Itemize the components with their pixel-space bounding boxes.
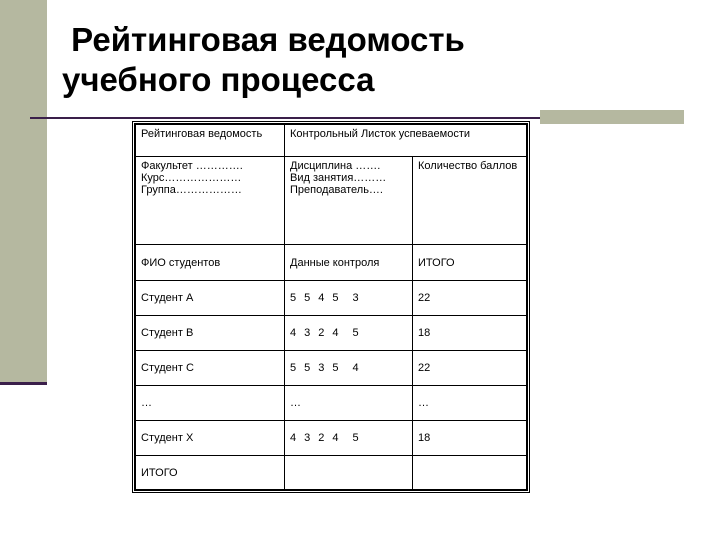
col-control-header: Данные контроля bbox=[285, 245, 413, 281]
faculty-field: Факультет …………. bbox=[141, 160, 243, 172]
student-total: 22 bbox=[413, 351, 527, 386]
col-total-header: ИТОГО bbox=[413, 245, 527, 281]
score: 5 bbox=[352, 432, 359, 444]
student-total: 18 bbox=[413, 316, 527, 351]
student-scores bbox=[285, 351, 413, 386]
score: 3 bbox=[304, 432, 311, 444]
student-scores: … bbox=[285, 386, 413, 421]
sidebar-underline bbox=[0, 382, 47, 385]
points-label-cell: Количество баллов bbox=[413, 157, 527, 245]
accent-block bbox=[540, 110, 684, 124]
score: 4 bbox=[290, 327, 297, 339]
header-row bbox=[136, 125, 527, 157]
student-total: 22 bbox=[413, 281, 527, 316]
score: 2 bbox=[318, 327, 325, 339]
course-field: Курс………………… bbox=[141, 172, 242, 184]
teacher-field: Преподаватель…. bbox=[290, 184, 383, 196]
score: 5 bbox=[352, 327, 359, 339]
rating-sheet bbox=[132, 121, 530, 493]
score: 5 bbox=[304, 362, 311, 374]
header-right-cell: Контрольный Листок успеваемости bbox=[285, 125, 527, 157]
table-row bbox=[136, 316, 527, 351]
score: 5 bbox=[304, 292, 311, 304]
lesson-type-field: Вид занятия……… bbox=[290, 172, 387, 184]
discipline-field: Дисциплина ……. bbox=[290, 160, 381, 172]
faculty-info-cell bbox=[136, 157, 285, 245]
score: 5 bbox=[290, 362, 297, 374]
student-name: Студент С bbox=[136, 351, 285, 386]
student-scores bbox=[285, 421, 413, 456]
footer-row bbox=[136, 456, 527, 490]
score: 4 bbox=[332, 432, 339, 444]
title-line-2: учебного процесса bbox=[62, 61, 375, 98]
footer-empty-cell bbox=[413, 456, 527, 490]
table-row bbox=[136, 421, 527, 456]
score: 3 bbox=[318, 362, 325, 374]
discipline-info-cell bbox=[285, 157, 413, 245]
footer-empty-cell bbox=[285, 456, 413, 490]
score: 4 bbox=[352, 362, 359, 374]
score: 5 bbox=[332, 362, 339, 374]
score: 3 bbox=[352, 292, 359, 304]
student-total: … bbox=[413, 386, 527, 421]
title-line-1: Рейтинговая ведомость bbox=[62, 21, 465, 58]
table-row bbox=[136, 351, 527, 386]
student-name: Студент Х bbox=[136, 421, 285, 456]
score: 2 bbox=[318, 432, 325, 444]
group-field: Группа……………… bbox=[141, 184, 242, 196]
score: 4 bbox=[290, 432, 297, 444]
table-row bbox=[136, 281, 527, 316]
student-name: Студент В bbox=[136, 316, 285, 351]
header-left-cell: Рейтинговая ведомость bbox=[136, 125, 285, 157]
slide-title bbox=[62, 20, 465, 100]
score: 5 bbox=[332, 292, 339, 304]
student-name: Студент А bbox=[136, 281, 285, 316]
student-scores bbox=[285, 316, 413, 351]
table-row bbox=[136, 386, 527, 421]
column-header-row bbox=[136, 245, 527, 281]
student-name: … bbox=[136, 386, 285, 421]
col-students-header: ФИО студентов bbox=[136, 245, 285, 281]
score: 5 bbox=[290, 292, 297, 304]
footer-total-label: ИТОГО bbox=[136, 456, 285, 490]
sidebar-accent bbox=[0, 0, 47, 382]
student-scores bbox=[285, 281, 413, 316]
score: 3 bbox=[304, 327, 311, 339]
info-row bbox=[136, 157, 527, 245]
score: 4 bbox=[318, 292, 325, 304]
student-total: 18 bbox=[413, 421, 527, 456]
score: 4 bbox=[332, 327, 339, 339]
title-divider bbox=[30, 117, 540, 119]
rating-table bbox=[135, 124, 527, 490]
